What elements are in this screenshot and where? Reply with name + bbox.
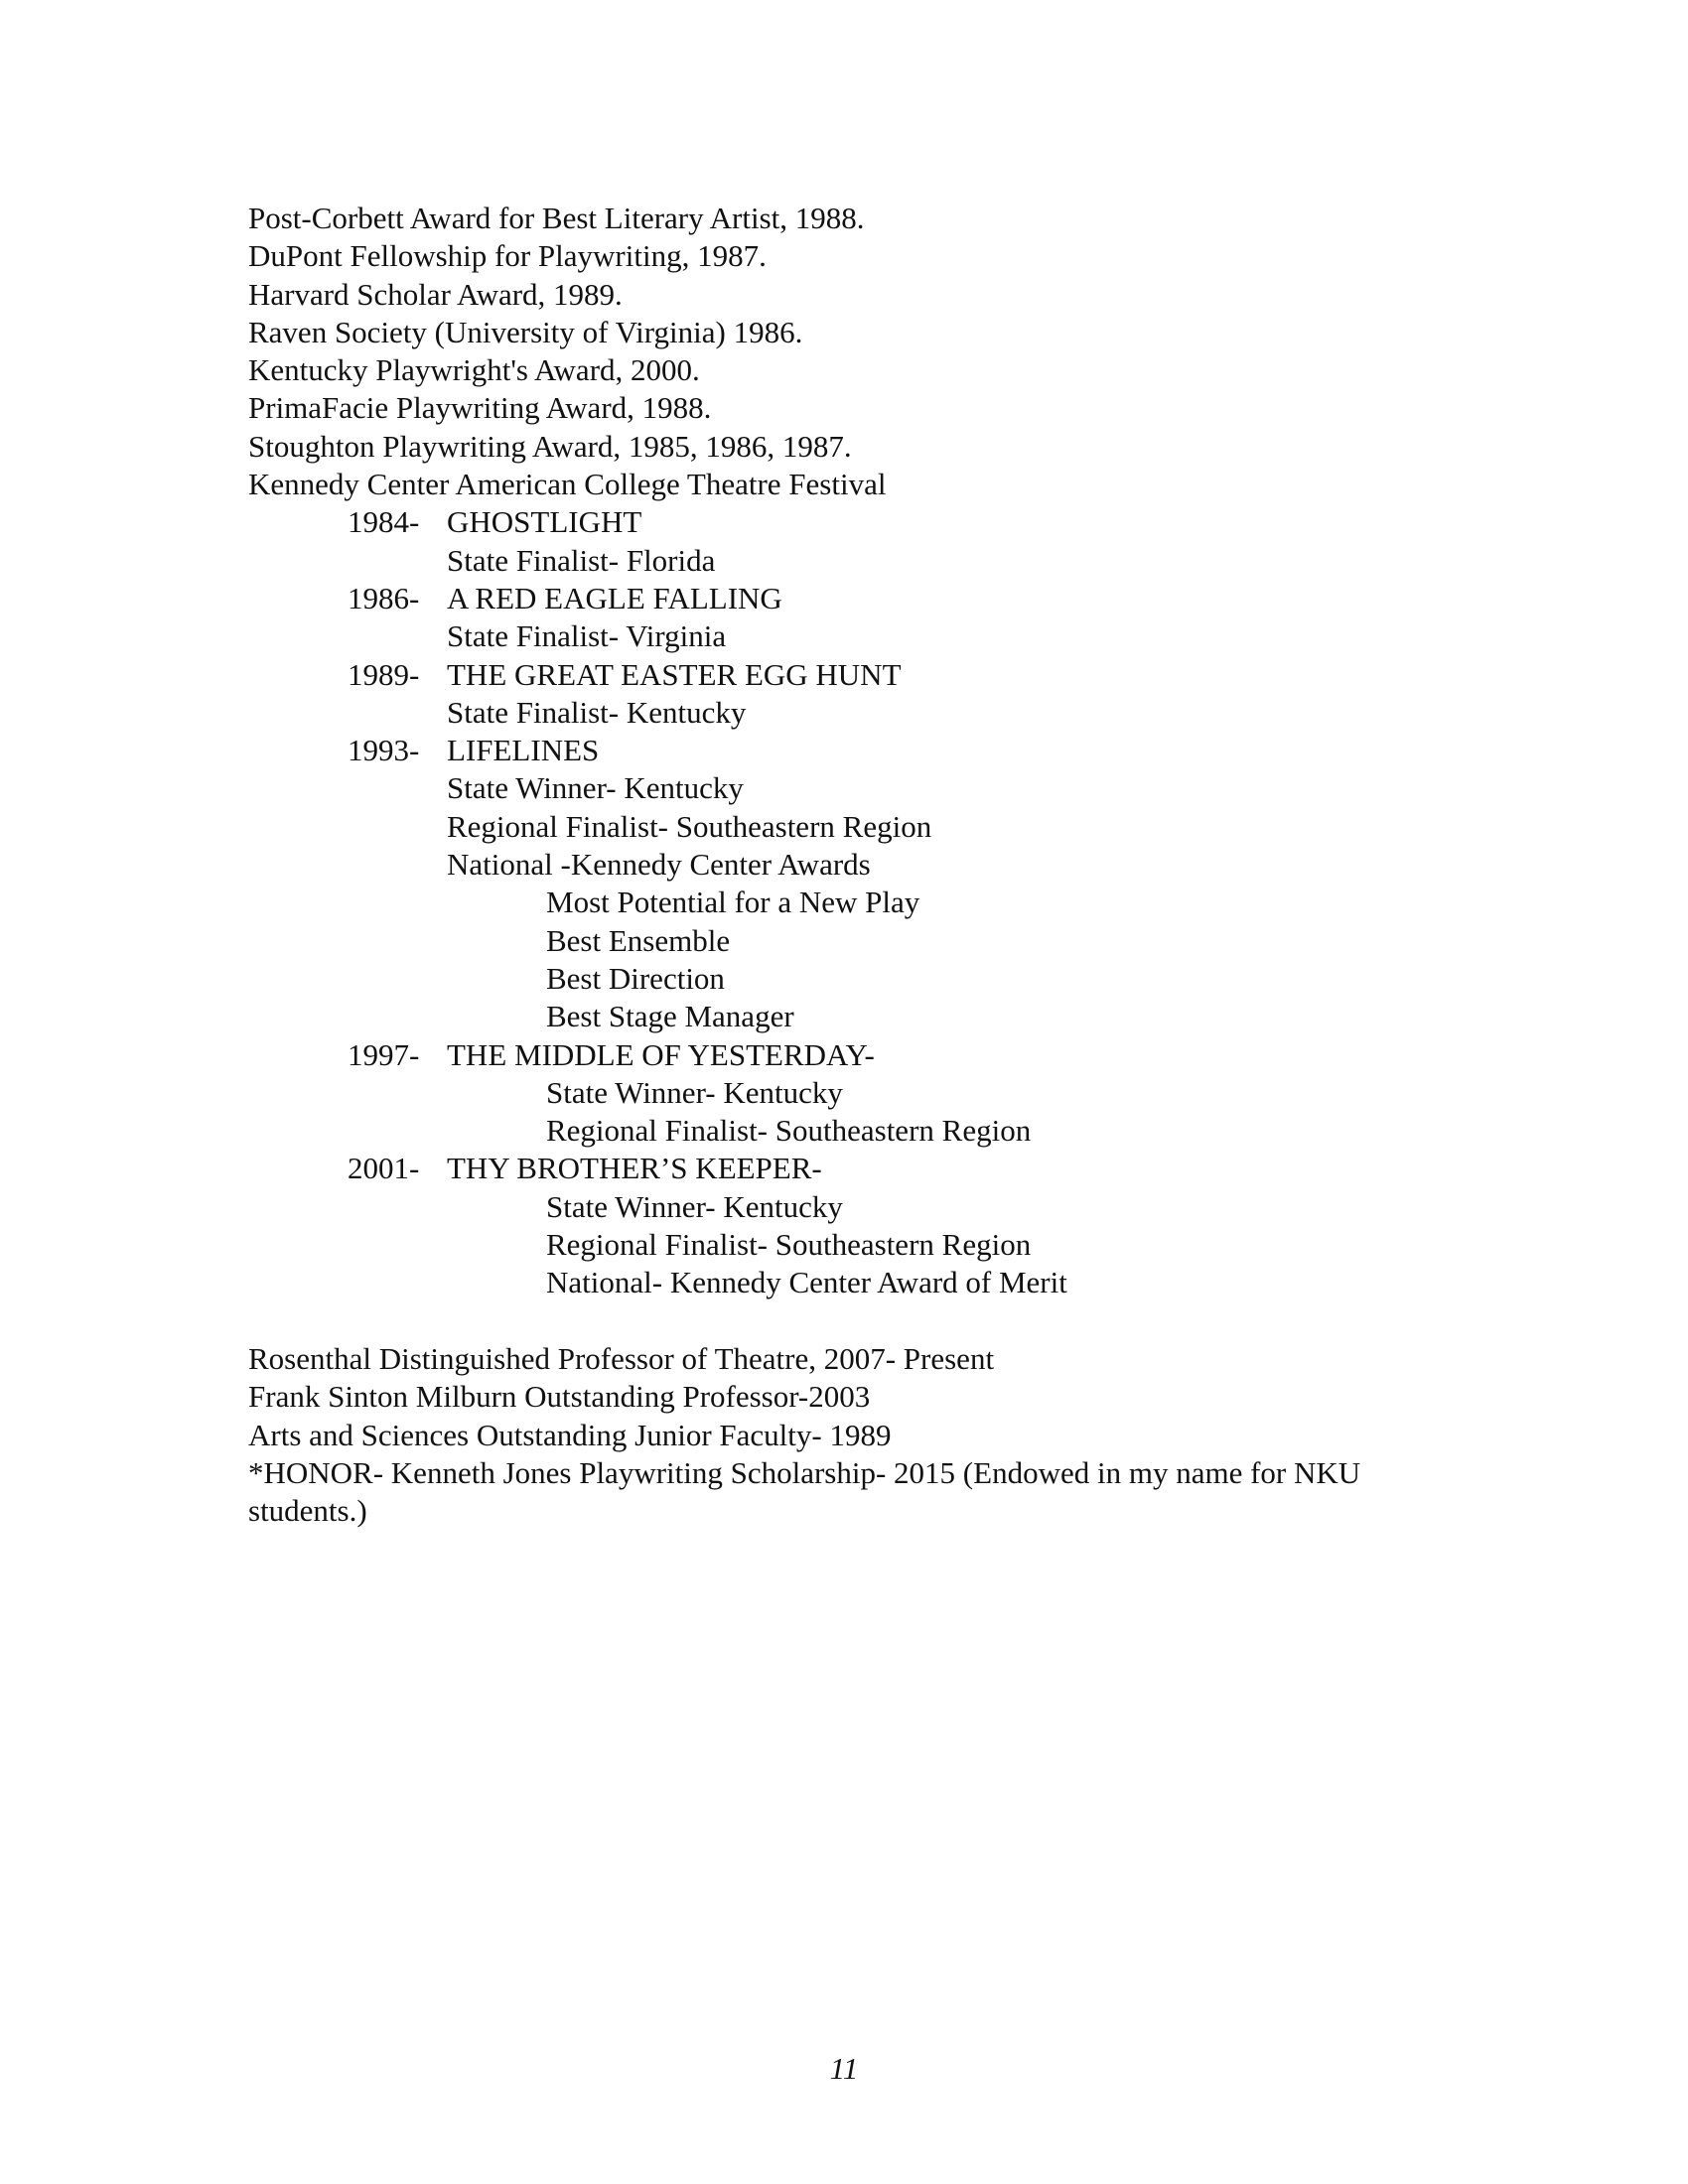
entry-result: State Winner- Kentucky [546,1188,843,1224]
entry-result: State Finalist- Florida [447,542,716,578]
kcactf-heading: Kennedy Center American College Theatre Festival [248,467,887,502]
honor-item: *HONOR- Kenneth Jones Playwriting Scholarship- 2015 (Endowed in my name for NKU students.) [248,1454,1361,1529]
entry-year: 1986- [348,580,420,615]
entry-result: State Winner- Kentucky [447,770,744,806]
entry-result: Regional Finalist- Southeastern Region [447,808,932,844]
festival-entry-2001 [248,1150,1440,1187]
award-item: Harvard Scholar Award, 1989. [248,276,623,312]
festival-entry-1984 [248,503,1440,541]
entry-year: 1993- [348,733,420,768]
festival-entry-1997 [248,1036,1440,1074]
entry-title: THE MIDDLE OF YESTERDAY- [447,1036,875,1072]
festival-entry-1986 [248,580,1440,617]
entry-year: 2001- [348,1151,420,1186]
festival-entry-1993 [248,732,1440,769]
honor-item: Rosenthal Distinguished Professor of Theatre, 2007- Present [248,1340,995,1376]
award-item: Stoughton Playwriting Award, 1985, 1986, 1987. [248,428,852,464]
entry-year: 1997- [348,1036,420,1072]
award-item: Post-Corbett Award for Best Literary Artist, 1988. [248,201,865,235]
honor-item: Arts and Sciences Outstanding Junior Faculty- 1989 [248,1417,892,1452]
festival-entry-1989 [248,656,1440,694]
entry-title: THY BROTHER’S KEEPER- [447,1151,822,1186]
award-item: Kentucky Playwright's Award, 2000. [248,352,700,388]
national-award: Best Ensemble [546,922,731,958]
entry-title: A RED EAGLE FALLING [447,580,782,615]
national-award: Best Direction [546,960,725,996]
entry-title: GHOSTLIGHT [447,504,642,540]
entry-title: LIFELINES [447,733,600,768]
national-award: Best Stage Manager [546,999,794,1034]
entry-result: Regional Finalist- Southeastern Region [546,1227,1032,1263]
award-item: PrimaFacie Playwriting Award, 1988. [248,390,712,426]
award-item: Raven Society (University of Virginia) 1986. [248,314,803,349]
entry-year: 1989- [348,656,420,692]
national-award: Most Potential for a New Play [546,885,920,920]
entry-title: THE GREAT EASTER EGG HUNT [447,656,902,692]
section-spacer [248,1302,1440,1340]
honor-item: Frank Sinton Milburn Outstanding Professor-2003 [248,1379,871,1415]
entry-result: State Finalist- Virginia [447,618,727,654]
award-item: DuPont Fellowship for Playwriting, 1987. [248,238,767,274]
entry-result: Regional Finalist- Southeastern Region [546,1113,1032,1149]
entry-result: State Winner- Kentucky [546,1074,843,1110]
entry-result: National -Kennedy Center Awards [447,847,871,883]
entry-result: State Finalist- Kentucky [447,694,747,730]
page-number: 11 [829,2051,859,2086]
page-content [248,200,1440,1530]
entry-result: National- Kennedy Center Award of Merit [546,1265,1067,1300]
entry-year: 1984- [348,504,420,540]
